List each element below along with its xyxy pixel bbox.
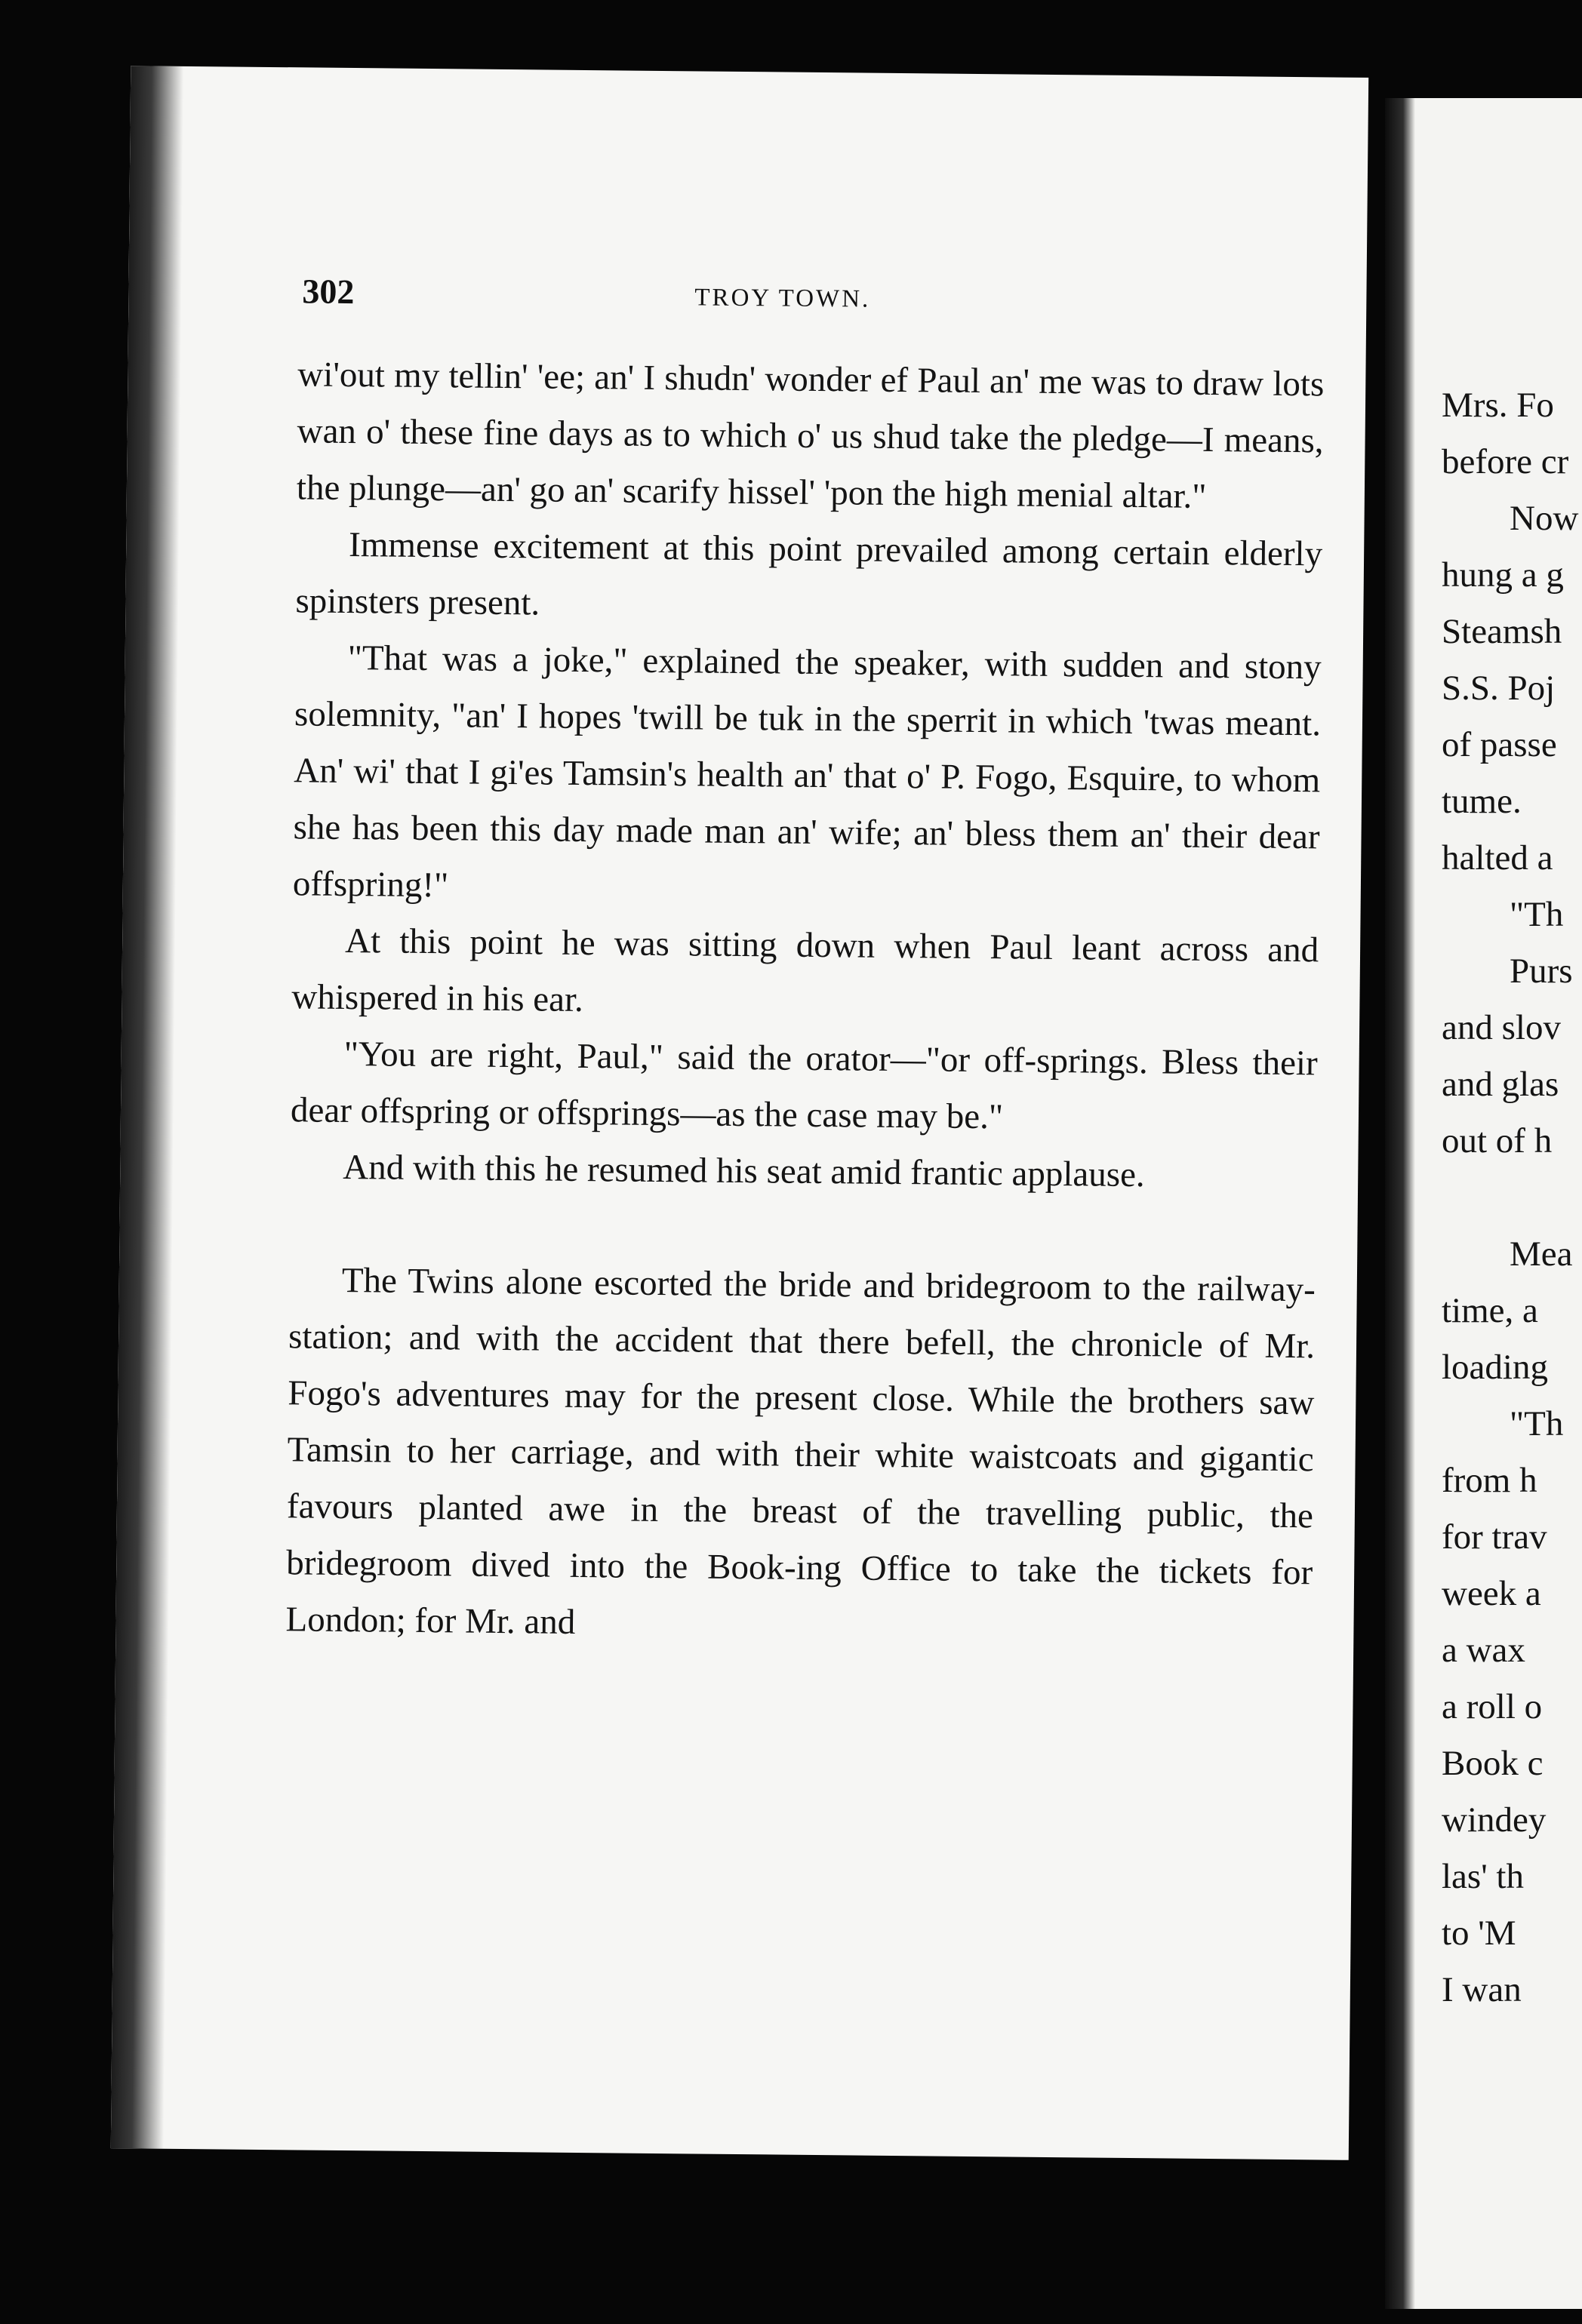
paragraph: wi'out my tellin' 'ee; an' I shudn' wonder ef Paul an' me was to draw lots wan o' these fine days as to which o' us shud take the pledge—I means, the plunge—an' go an' scarify hissel' 'pon the high menial altar." [296, 355, 1325, 516]
left-page [111, 66, 1368, 2160]
right-line: a wax [1442, 1631, 1525, 1670]
right-page [1385, 98, 1582, 2309]
right-line: week a [1442, 1574, 1541, 1613]
paragraph: Immense excitement at this point prevailed among certain elderly spinsters present. [295, 524, 1323, 623]
right-line: hung a g [1442, 555, 1564, 595]
binding-shadow [111, 66, 183, 2149]
right-line: from h [1442, 1461, 1537, 1500]
right-line: a roll o [1442, 1687, 1543, 1726]
right-line: "Th [1510, 1404, 1564, 1443]
right-page-text [1442, 377, 1582, 2018]
right-line: tume. [1442, 782, 1522, 821]
right-line: to 'M [1442, 1914, 1516, 1953]
right-line: las' th [1442, 1857, 1524, 1896]
right-line: Purs [1510, 951, 1573, 991]
paragraph: "That was a joke," explained the speaker, with sudden and stony solemnity, "an' I hopes 'twill be tuk in the sperrit in which 'twas meant. An' wi' that I gi'es Tamsin's health an' that o' P. Fogo, Esquire, to whom she has been this day made man an' wife; an' bless them an' their dear offspring!" [292, 638, 1322, 905]
right-line: of passe [1442, 725, 1557, 764]
right-line: and slov [1442, 1008, 1561, 1047]
right-line: I wan [1442, 1970, 1522, 2009]
paragraph: And with this he resumed his seat amid frantic applause. [343, 1147, 1145, 1195]
right-line: Steamsh [1442, 612, 1562, 651]
paragraph: The Twins alone escorted the bride and bridegroom to the railway-station; and with the accident that there befell, the chronicle of Mr. Fogo's adventures may for the present close. While the brothers saw Tamsin to her carriage, and with their white waistcoats and gigantic favours planted awe in the breast of the travelling public, the bridegroom dived into the Book-ing Office to take the tickets for London; for Mr. and [285, 1260, 1316, 1642]
right-line: "Th [1510, 895, 1564, 934]
right-line-blank [1442, 1170, 1582, 1226]
body-text [285, 346, 1324, 1658]
page-number: 302 [302, 272, 355, 312]
right-page-binding-shadow [1385, 98, 1415, 2309]
running-head: TROY TOWN. [694, 284, 871, 313]
right-line: out of h [1442, 1121, 1553, 1160]
right-line: for trav [1442, 1517, 1547, 1557]
right-line: Now [1510, 499, 1579, 538]
right-line: halted a [1442, 838, 1553, 878]
right-line: time, a [1442, 1291, 1538, 1330]
right-line: and glas [1442, 1065, 1559, 1104]
right-line: loading [1442, 1348, 1548, 1387]
right-line: S.S. Poj [1442, 669, 1556, 708]
paragraph: "You are right, Paul," said the orator—"or off-springs. Bless their dear offspring or offsprings—as the case may be." [290, 1034, 1318, 1137]
paragraph: At this point he was sitting down when Paul leant across and whispered in his ear. [291, 921, 1319, 1020]
right-line: Book c [1442, 1744, 1544, 1783]
right-line: before cr [1442, 442, 1569, 481]
right-line: Mea [1510, 1234, 1573, 1274]
right-line: windey [1442, 1800, 1547, 1840]
page-header [302, 271, 1329, 326]
right-line: Mrs. Fo [1442, 386, 1554, 425]
